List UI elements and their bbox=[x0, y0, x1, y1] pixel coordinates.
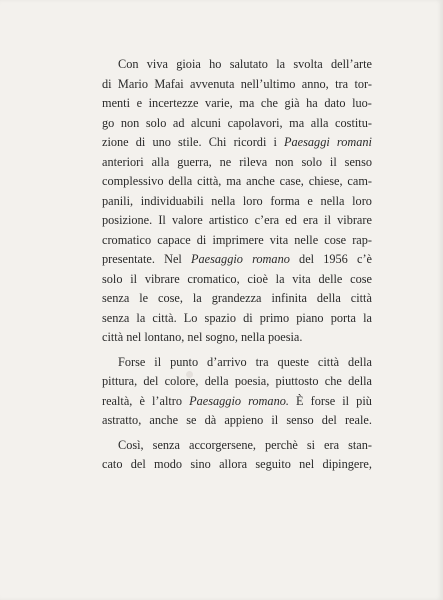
text-line bbox=[102, 211, 372, 231]
text-line bbox=[102, 436, 372, 456]
word: artistico bbox=[208, 213, 249, 227]
word: più bbox=[356, 393, 372, 408]
word: alla bbox=[310, 115, 329, 130]
word: colore, bbox=[164, 374, 199, 388]
word: incertezze bbox=[148, 96, 199, 110]
text-line bbox=[102, 353, 372, 373]
word: e bbox=[136, 96, 143, 110]
word: cose, bbox=[158, 291, 183, 305]
word: nel bbox=[299, 457, 315, 471]
word: solo bbox=[145, 115, 167, 130]
word: della bbox=[168, 174, 193, 188]
paragraph bbox=[102, 436, 372, 475]
word: modo bbox=[154, 457, 183, 471]
word: rap- bbox=[352, 232, 372, 247]
word: ne bbox=[219, 154, 232, 169]
word: che bbox=[324, 374, 342, 388]
word: alcuni bbox=[191, 115, 222, 130]
word: stan- bbox=[348, 437, 372, 452]
text-line bbox=[102, 250, 372, 270]
word: salutato bbox=[229, 57, 268, 71]
word: città, bbox=[197, 174, 222, 188]
word: anche bbox=[149, 413, 179, 427]
word: cioè bbox=[247, 271, 268, 286]
word: cam- bbox=[347, 174, 372, 188]
word: la bbox=[276, 57, 286, 71]
word: il bbox=[329, 154, 337, 169]
text-line bbox=[102, 392, 372, 412]
word: stile. bbox=[178, 135, 202, 149]
word: anche bbox=[246, 174, 275, 188]
text-line bbox=[102, 372, 372, 392]
word: primo bbox=[259, 310, 290, 325]
word: valore bbox=[171, 213, 203, 227]
word: presentate. bbox=[102, 252, 155, 266]
word: sino bbox=[190, 457, 211, 471]
word: varie, bbox=[205, 96, 233, 110]
word: nell’ultimo bbox=[240, 76, 296, 91]
word: l’altro bbox=[151, 393, 183, 408]
word: il bbox=[324, 213, 331, 227]
word: gioia bbox=[176, 57, 201, 71]
word: di bbox=[102, 76, 112, 91]
word: menti bbox=[102, 96, 131, 110]
word: era bbox=[303, 213, 319, 227]
word: nella bbox=[211, 193, 236, 208]
word: grandezza bbox=[211, 291, 262, 305]
word: senso bbox=[286, 413, 314, 427]
italic-word: Paesaggio bbox=[191, 252, 243, 266]
word: la bbox=[136, 310, 146, 325]
word: di bbox=[135, 135, 146, 149]
word: che bbox=[260, 96, 278, 110]
word: della bbox=[316, 291, 341, 305]
word: solo bbox=[301, 154, 322, 169]
word: si bbox=[306, 437, 316, 452]
word: vibrare bbox=[337, 213, 372, 227]
italic-word: Paesaggio bbox=[189, 393, 242, 408]
word: capace bbox=[157, 232, 191, 247]
word: le bbox=[139, 291, 149, 305]
word: anteriori bbox=[102, 154, 144, 169]
word: era bbox=[324, 437, 340, 452]
word: non bbox=[120, 115, 140, 130]
word: dà bbox=[204, 413, 217, 427]
word: la bbox=[275, 271, 285, 286]
word: e bbox=[307, 193, 313, 208]
word: il bbox=[154, 354, 162, 369]
word: chiese, bbox=[308, 174, 343, 188]
word: uno bbox=[152, 135, 171, 149]
word: seguito bbox=[255, 457, 291, 471]
text-line bbox=[102, 455, 372, 475]
word: senza bbox=[102, 310, 130, 325]
word: del bbox=[130, 457, 146, 471]
word: città. bbox=[152, 310, 177, 325]
word: città bbox=[350, 291, 372, 305]
word: Mario bbox=[117, 76, 148, 91]
word: Chi bbox=[208, 135, 227, 149]
word: individuabili bbox=[140, 193, 204, 208]
word: ma bbox=[239, 96, 255, 110]
word: della bbox=[348, 374, 372, 388]
word: ho bbox=[209, 57, 222, 71]
word: loro bbox=[242, 193, 263, 208]
word: allora bbox=[219, 457, 248, 471]
word: capolavori, bbox=[227, 115, 283, 130]
paragraph bbox=[102, 353, 372, 431]
word: i bbox=[273, 135, 277, 149]
word: Mafai bbox=[154, 76, 184, 91]
word: vita bbox=[269, 232, 289, 247]
italic-word: romano. bbox=[248, 393, 289, 408]
word: piano bbox=[296, 310, 324, 325]
word: la bbox=[192, 291, 202, 305]
text-line bbox=[102, 270, 372, 290]
word: Lo bbox=[183, 310, 198, 325]
word: dipingere, bbox=[322, 457, 372, 471]
word: Forse bbox=[118, 354, 146, 369]
word: go bbox=[102, 115, 115, 130]
word: già bbox=[284, 96, 300, 110]
word: tra bbox=[255, 354, 269, 369]
word: astratto, bbox=[102, 413, 142, 427]
word: complessivo bbox=[102, 174, 164, 188]
text-line bbox=[102, 153, 372, 173]
text-line bbox=[102, 309, 372, 329]
word: vita bbox=[292, 271, 311, 286]
word: ad bbox=[172, 115, 185, 130]
word: del bbox=[143, 374, 159, 388]
word: alla bbox=[151, 154, 170, 169]
word: cato bbox=[102, 457, 123, 471]
word: guerra, bbox=[177, 154, 212, 169]
word: panili, bbox=[102, 193, 134, 208]
word: delle bbox=[318, 271, 343, 286]
italic-word: romani bbox=[336, 135, 372, 149]
word: Il bbox=[158, 213, 166, 227]
word: poesia, bbox=[234, 374, 270, 388]
text-line bbox=[102, 192, 372, 212]
word: posizione. bbox=[102, 213, 153, 227]
word: di bbox=[196, 232, 207, 247]
word: il bbox=[130, 271, 138, 286]
text-line bbox=[102, 411, 372, 431]
page-stain bbox=[186, 371, 193, 378]
word: realtà, bbox=[102, 393, 133, 408]
word: cose bbox=[350, 271, 372, 286]
word: svolta bbox=[293, 57, 323, 71]
text-line bbox=[102, 114, 372, 134]
word: piuttosto bbox=[275, 374, 319, 388]
text-line bbox=[102, 133, 372, 153]
word: tor- bbox=[354, 76, 372, 91]
word: viva bbox=[146, 57, 168, 71]
word: Così, bbox=[118, 437, 144, 452]
word: dato bbox=[324, 96, 346, 110]
word: se bbox=[186, 413, 197, 427]
word: dell’arte bbox=[331, 57, 372, 71]
word: ha bbox=[306, 96, 318, 110]
word: città bbox=[317, 354, 340, 369]
word: zione bbox=[102, 135, 129, 149]
word: il bbox=[271, 413, 279, 427]
text-run: città nel lontano, nel sogno, nella poesia. bbox=[102, 330, 303, 344]
word: avvenuta bbox=[190, 76, 235, 91]
word: solo bbox=[102, 271, 123, 286]
word: reale. bbox=[344, 413, 372, 427]
word: senza bbox=[152, 437, 180, 452]
text-line bbox=[102, 172, 372, 192]
text-line bbox=[102, 231, 372, 251]
word: c’era bbox=[254, 213, 280, 227]
page-stain bbox=[316, 180, 322, 186]
word: c’è bbox=[356, 252, 372, 266]
italic-word: Paesaggi bbox=[284, 135, 330, 149]
word: cromatico bbox=[102, 232, 152, 247]
word: il bbox=[342, 393, 350, 408]
word: della bbox=[204, 374, 229, 388]
word: imprimere bbox=[212, 232, 264, 247]
word: nella bbox=[320, 193, 345, 208]
word: Nel bbox=[164, 252, 182, 266]
word: appieno bbox=[224, 413, 264, 427]
italic-word: romano bbox=[252, 252, 290, 266]
word: cromatico, bbox=[187, 271, 240, 286]
word: è bbox=[139, 393, 145, 408]
word: accorgersene, bbox=[188, 437, 257, 452]
word: nelle bbox=[294, 232, 319, 247]
word: del bbox=[321, 413, 337, 427]
word: d’arrivo bbox=[207, 354, 247, 369]
word: del bbox=[299, 252, 315, 266]
word: luo- bbox=[352, 96, 372, 110]
word: senza bbox=[102, 291, 130, 305]
word: la bbox=[363, 310, 372, 325]
word: 1956 bbox=[323, 252, 348, 266]
word: Con bbox=[118, 57, 139, 71]
word: spazio bbox=[204, 310, 236, 325]
word: senso bbox=[344, 154, 372, 169]
word: ed bbox=[285, 213, 297, 227]
text-line bbox=[102, 328, 372, 348]
word: infinita bbox=[271, 291, 307, 305]
text-line bbox=[102, 75, 372, 95]
word: queste bbox=[277, 354, 309, 369]
word: non bbox=[275, 154, 294, 169]
paragraph bbox=[102, 55, 372, 348]
word: forse bbox=[310, 393, 336, 408]
word: perchè bbox=[265, 437, 298, 452]
word: punto bbox=[170, 354, 199, 369]
word: ma bbox=[226, 174, 242, 188]
word: della bbox=[348, 354, 372, 369]
word: forma bbox=[270, 193, 300, 208]
word: tra bbox=[335, 76, 349, 91]
word: loro bbox=[352, 193, 372, 208]
word: cose bbox=[324, 232, 347, 247]
word: porta bbox=[330, 310, 356, 325]
word: vibrare bbox=[144, 271, 180, 286]
word: ma bbox=[289, 115, 305, 130]
word: di bbox=[243, 310, 253, 325]
text-line bbox=[102, 94, 372, 114]
word: case, bbox=[279, 174, 304, 188]
word: anno, bbox=[301, 76, 329, 91]
word: costitu- bbox=[335, 115, 372, 130]
text-line bbox=[102, 289, 372, 309]
word: È bbox=[296, 393, 304, 408]
word: ricordi bbox=[233, 135, 267, 149]
word: rileva bbox=[239, 154, 268, 169]
text-line bbox=[102, 55, 372, 75]
body-text bbox=[102, 55, 372, 475]
word: pittura, bbox=[102, 374, 138, 388]
